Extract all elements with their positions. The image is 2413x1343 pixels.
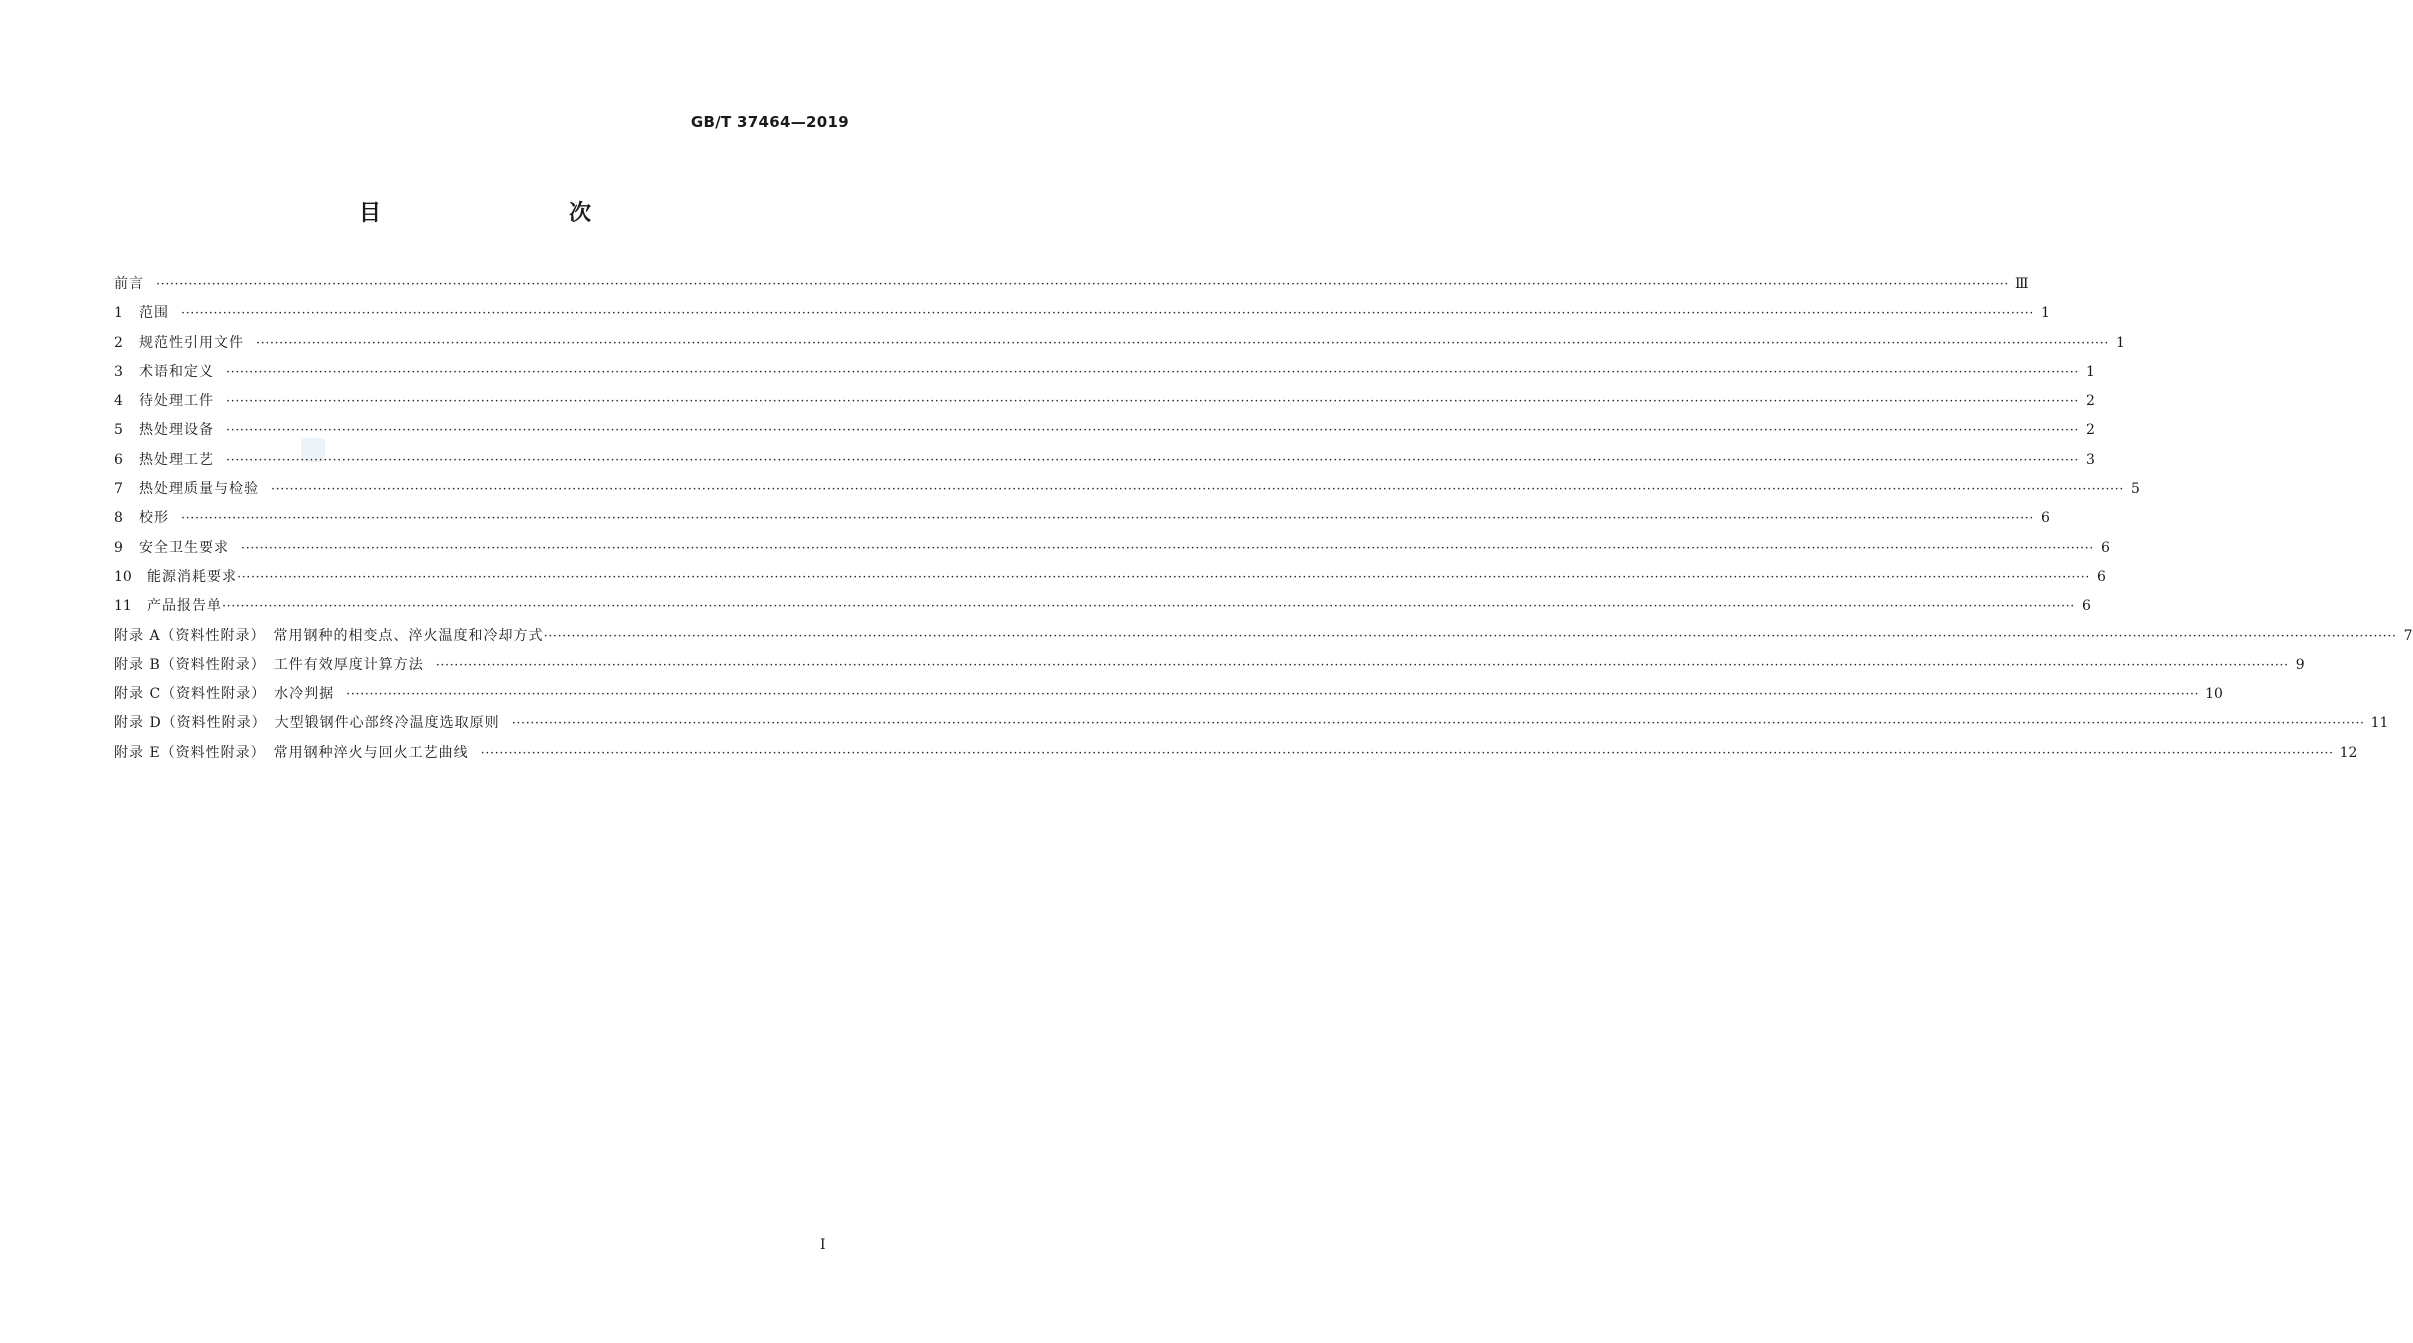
- toc-entry-number: 2: [114, 334, 123, 351]
- toc-entry-5[interactable]: [114, 416, 2095, 445]
- toc-entry-text: 附录 A（资料性附录） 常用钢种的相变点、淬火温度和冷却方式: [114, 627, 544, 644]
- toc-entry-page: 1: [2116, 334, 2125, 351]
- toc-leader-dots: ················································································································································································································································································································································································································: [271, 482, 2124, 498]
- standard-number: GB/T 37464—2019: [690, 113, 849, 131]
- toc-leader-dots: ················································································································································································································································································································································································································: [511, 716, 2365, 732]
- toc-leader-dots: ················································································································································································································································································································································································································: [226, 364, 2079, 380]
- toc-entry-text: 热处理质量与检验: [139, 481, 259, 498]
- toc-entry-text: 术语和定义: [139, 363, 214, 380]
- toc-entry-text: 附录 D（资料性附录） 大型锻钢件心部终冷温度选取原则: [114, 715, 500, 732]
- toc-leader-dots: ················································································································································································································································································································································································································: [543, 628, 2397, 644]
- toc-leader-dots: ················································································································································································································································································································································································································: [435, 657, 2289, 673]
- toc-entry-number: 4: [114, 393, 123, 410]
- toc-leader-dots: ················································································································································································································································································································································································································: [181, 306, 2034, 322]
- toc-entry-page: 6: [2041, 510, 2050, 527]
- toc-entry-foreword[interactable]: [114, 270, 2029, 299]
- toc-leader-dots: ················································································································································································································································································································································································································: [237, 569, 2090, 585]
- toc-entry-page: 2: [2086, 393, 2095, 410]
- toc-entry-page: 6: [2101, 539, 2110, 556]
- toc-entry-number: 10: [114, 568, 132, 585]
- toc-entry-8[interactable]: [114, 504, 2050, 533]
- toc-leader-dots: ················································································································································································································································································································································································································: [226, 423, 2079, 439]
- toc-entry-page: 5: [2131, 481, 2140, 498]
- table-of-contents: [114, 270, 2413, 768]
- toc-entry-4[interactable]: [114, 387, 2095, 416]
- toc-entry-number: 9: [114, 539, 123, 556]
- toc-entry-page: 10: [2205, 686, 2223, 703]
- toc-entry-number: 6: [114, 451, 123, 468]
- toc-entry-page: 1: [2041, 305, 2050, 322]
- toc-entry-number: 1: [114, 305, 123, 322]
- toc-entry-page: 7: [2403, 627, 2413, 644]
- toc-entry-annex-b[interactable]: [114, 651, 2305, 680]
- toc-entry-page: Ⅲ: [2014, 276, 2029, 292]
- toc-entry-page: 6: [2082, 598, 2091, 615]
- page-folio: Ⅰ: [820, 1237, 826, 1253]
- toc-entry-number: 11: [114, 598, 132, 615]
- toc-entry-number: 7: [114, 481, 123, 498]
- toc-entry-text: 前言: [114, 276, 144, 292]
- toc-leader-dots: ················································································································································································································································································································································································································: [156, 277, 2009, 292]
- toc-entry-3[interactable]: [114, 358, 2095, 387]
- toc-entry-page: 11: [2370, 715, 2389, 732]
- toc-entry-page: 12: [2339, 744, 2358, 761]
- toc-entry-1[interactable]: [114, 299, 2050, 328]
- toc-entry-text: 安全卫生要求: [139, 539, 229, 556]
- toc-entry-page: 6: [2097, 568, 2106, 585]
- toc-entry-11[interactable]: [114, 592, 2091, 621]
- toc-entry-number: 8: [114, 510, 123, 527]
- toc-entry-number: 3: [114, 363, 123, 380]
- toc-leader-dots: ················································································································································································································································································································································································································: [241, 540, 2094, 556]
- toc-entry-text: 产品报告单: [147, 598, 222, 615]
- toc-entry-page: 9: [2295, 656, 2305, 673]
- toc-entry-page: 3: [2086, 451, 2095, 468]
- toc-leader-dots: ················································································································································································································································································································································································································: [222, 599, 2075, 615]
- toc-entry-10[interactable]: [114, 563, 2106, 592]
- toc-entry-text: 热处理设备: [139, 422, 214, 439]
- toc-leader-dots: ················································································································································································································································································································································································································: [226, 452, 2079, 468]
- toc-entry-annex-e[interactable]: [114, 739, 2358, 768]
- page-title: 目 次: [358, 201, 639, 226]
- toc-entry-annex-a[interactable]: [114, 622, 2413, 651]
- toc-entry-text: 附录 B（资料性附录） 工件有效厚度计算方法: [114, 656, 424, 673]
- toc-entry-9[interactable]: [114, 534, 2110, 563]
- toc-leader-dots: ················································································································································································································································································································································································································: [181, 511, 2034, 527]
- toc-entry-7[interactable]: [114, 475, 2140, 504]
- toc-entry-text: 能源消耗要求: [147, 568, 237, 585]
- toc-entry-2[interactable]: [114, 329, 2125, 358]
- toc-leader-dots: ················································································································································································································································································································································································································: [480, 745, 2334, 761]
- toc-entry-annex-c[interactable]: [114, 680, 2223, 709]
- toc-entry-6[interactable]: [114, 446, 2095, 475]
- toc-leader-dots: ················································································································································································································································································································································································································: [256, 335, 2109, 351]
- toc-entry-page: 1: [2086, 363, 2095, 380]
- toc-entry-number: 5: [114, 422, 123, 439]
- toc-leader-dots: ················································································································································································································································································································································································································: [226, 394, 2079, 410]
- toc-entry-text: 校形: [139, 510, 169, 527]
- toc-entry-text: 附录 E（资料性附录） 常用钢种淬火与回火工艺曲线: [114, 744, 469, 761]
- toc-entry-text: 附录 C（资料性附录） 水冷判据: [114, 686, 335, 703]
- toc-entry-text: 规范性引用文件: [139, 334, 244, 351]
- toc-entry-text: 热处理工艺: [139, 451, 214, 468]
- toc-entry-text: 范围: [139, 305, 169, 322]
- toc-entry-text: 待处理工件: [139, 393, 214, 410]
- toc-entry-page: 2: [2086, 422, 2095, 439]
- toc-leader-dots: ················································································································································································································································································································································································································: [346, 687, 2200, 703]
- toc-entry-annex-d[interactable]: [114, 709, 2389, 738]
